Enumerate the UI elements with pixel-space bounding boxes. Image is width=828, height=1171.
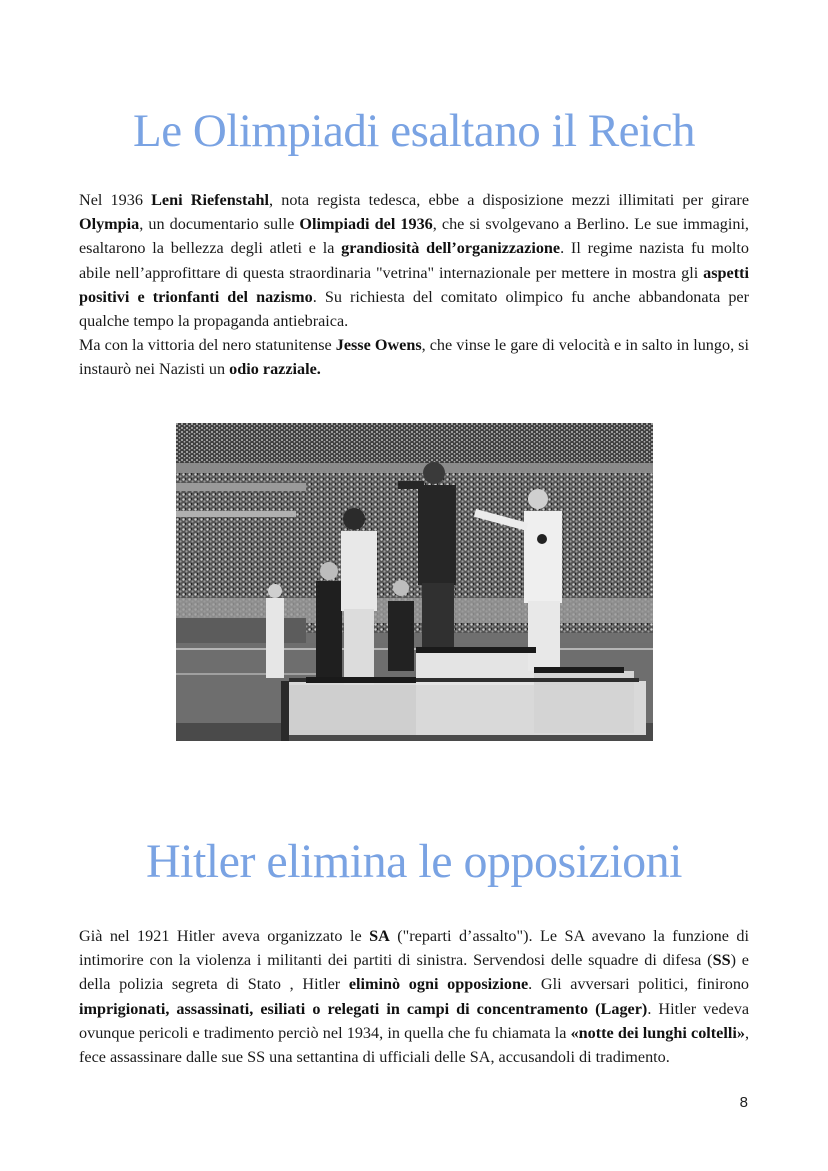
- bold-text-run: Jesse Owens: [335, 336, 422, 355]
- page-number: 8: [739, 1094, 748, 1111]
- bold-text-run: SA: [369, 927, 390, 945]
- bold-text-run: grandiosità dell’organizzazione: [341, 239, 561, 258]
- text-run: . Gli avversari politici, finirono: [528, 975, 750, 994]
- bold-text-run: odio razziale.: [229, 360, 321, 379]
- section-title-olympics: Le Olimpiadi esaltano il Reich: [133, 105, 695, 157]
- text-run: . Hitler vedeva ovunque pericoli e tradimento perciò nel 1934, in quella che fu chiamata la: [79, 999, 750, 1042]
- text-run: Già nel 1921 Hitler aveva organizzato le: [79, 927, 370, 945]
- text-run: ("reparti d’assalto"). Le SA avevano la funzione di intimorire con la violenza i militanti dei partiti di sinistra. Servendosi delle squadre di difesa (: [79, 927, 749, 970]
- text-run: , fece assassinare dalle sue SS una settantina di ufficiali delle SA, accusandoli di tradimento.: [79, 1023, 749, 1067]
- text-run: , che si svolgevano a Berlino. Le sue immagini, esaltarono la bellezza degli atleti e la: [79, 215, 749, 258]
- text-run: . Il regime nazista fu molto abile nell’approfittare di questa straordinaria "vetrina" internazionale per mettere in mostra gli: [79, 239, 750, 282]
- text-run: , nota regista tedesca, ebbe a disposizione mezzi illimitati per girare: [269, 191, 750, 209]
- bold-text-run: aspetti positivi e trionfanti del nazismo: [79, 263, 749, 306]
- text-run: , che vinse le gare di velocità e in salto in lungo, si instaurò nei Nazisti un: [79, 336, 749, 379]
- text-run: , un documentario sulle: [139, 215, 300, 234]
- section-title-oppositions: Hitler elimina le opposizioni: [145, 835, 683, 888]
- bold-text-run: Leni Riefenstahl: [151, 191, 270, 209]
- oppositions-paragraph: [79, 924, 749, 1069]
- bold-text-run: eliminò ogni opposizione: [348, 975, 529, 994]
- bold-text-run: Olimpiadi del 1936: [299, 215, 433, 234]
- text-run: Ma con la vittoria del nero statunitense: [79, 336, 336, 355]
- text-run: Nel 1936: [79, 191, 152, 209]
- olympics-paragraph: [79, 188, 749, 382]
- bold-text-run: imprigionati, assassinati, esiliati o relegati in campi di concentramento (Lager): [79, 999, 648, 1018]
- text-run: . Su richiesta del comitato olimpico fu anche abbandonata per qualche tempo la propaganda antiebraica.: [79, 287, 749, 331]
- olympic-podium-photo: [176, 423, 653, 741]
- bold-text-run: SS: [712, 951, 731, 970]
- text-run: ) e della polizia segreta di Stato , Hitler: [79, 951, 749, 994]
- bold-text-run: «notte dei lunghi coltelli»: [570, 1023, 745, 1042]
- bold-text-run: Olympia: [79, 215, 140, 234]
